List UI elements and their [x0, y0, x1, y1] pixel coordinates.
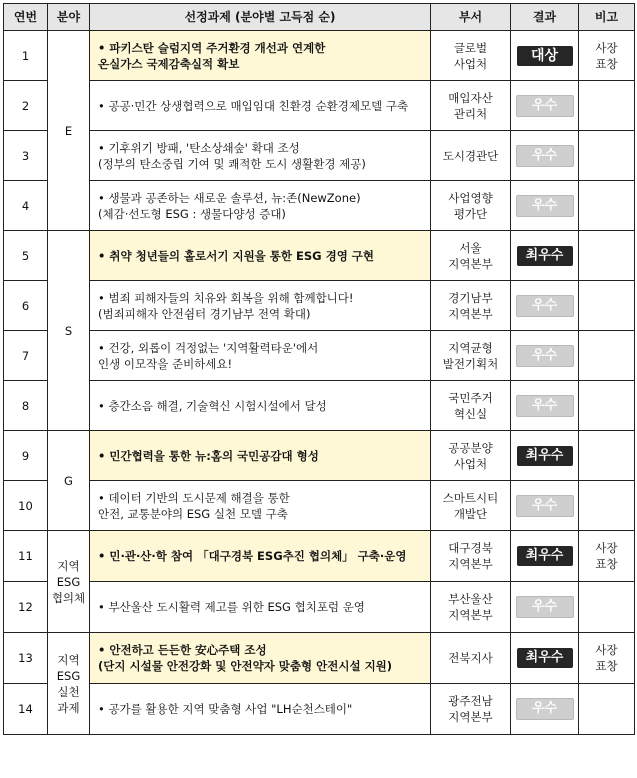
table-row	[4, 684, 635, 735]
header-result: 결과	[511, 4, 579, 31]
result-cell	[511, 31, 579, 81]
task-cell: • 부산울산 도시활력 제고를 위한 ESG 협치포럼 운영	[90, 582, 431, 633]
result-badge: 우수	[516, 596, 574, 618]
note-cell	[579, 231, 635, 281]
task-cell: • 민·관·산·학 참여 「대구경북 ESG추진 협의체」 구축·운영	[90, 531, 431, 582]
header-task: 선정과제 (분야별 고득점 순)	[90, 4, 431, 31]
note-cell: 사장 표창	[579, 531, 635, 582]
result-cell	[511, 633, 579, 684]
row-number: 6	[4, 281, 48, 331]
row-number: 10	[4, 481, 48, 531]
result-cell	[511, 181, 579, 231]
result-cell	[511, 481, 579, 531]
row-number: 4	[4, 181, 48, 231]
task-cell: • 공가를 활용한 지역 맞춤형 사업 "LH순천스테이"	[90, 684, 431, 735]
note-cell	[579, 381, 635, 431]
task-cell: • 기후위기 방패, '탄소상쇄숲' 확대 조성 (정부의 탄소중립 기여 및 쾌적한 도시 생활환경 제공)	[90, 131, 431, 181]
header-dept: 부서	[431, 4, 511, 31]
table-row	[4, 231, 635, 281]
table-row	[4, 381, 635, 431]
row-number: 14	[4, 684, 48, 735]
result-badge: 최우수	[517, 246, 573, 266]
header-note: 비고	[579, 4, 635, 31]
row-number: 13	[4, 633, 48, 684]
task-cell: • 생물과 공존하는 새로운 솔루션, 뉴:존(NewZone) (체감·선도형 ESG : 생물다양성 증대)	[90, 181, 431, 231]
dept-cell: 공공분양 사업처	[431, 431, 511, 481]
note-cell	[579, 431, 635, 481]
table-row	[4, 431, 635, 481]
task-cell: • 범죄 피해자들의 치유와 회복을 위해 함께합니다! (범죄피해자 안전쉼터 경기남부 전역 확대)	[90, 281, 431, 331]
task-cell: • 민간협력을 통한 뉴:홈의 국민공감대 형성	[90, 431, 431, 481]
table-row	[4, 531, 635, 582]
table-row	[4, 31, 635, 81]
dept-cell: 글로벌 사업처	[431, 31, 511, 81]
dept-cell: 전북지사	[431, 633, 511, 684]
table-row	[4, 331, 635, 381]
result-cell	[511, 131, 579, 181]
category-cell-practice: 지역 ESG 실천 과제	[48, 633, 90, 735]
result-cell	[511, 684, 579, 735]
table-row	[4, 281, 635, 331]
result-badge: 우수	[516, 395, 574, 417]
dept-cell: 도시경관단	[431, 131, 511, 181]
task-cell: • 데이터 기반의 도시문제 해결을 통한 안전, 교통분야의 ESG 실천 모델 구축	[90, 481, 431, 531]
row-number: 1	[4, 31, 48, 81]
result-badge: 우수	[516, 195, 574, 217]
result-badge: 최우수	[517, 546, 573, 566]
table-row	[4, 633, 635, 684]
note-cell	[579, 481, 635, 531]
task-cell: • 공공·민간 상생협력으로 매입임대 친환경 순환경제모델 구축	[90, 81, 431, 131]
note-cell: 사장 표창	[579, 31, 635, 81]
note-cell	[579, 684, 635, 735]
result-badge: 우수	[516, 698, 574, 720]
category-cell-s: S	[48, 231, 90, 431]
note-cell	[579, 181, 635, 231]
result-badge: 우수	[516, 495, 574, 517]
result-badge: 우수	[516, 345, 574, 367]
result-badge: 최우수	[517, 446, 573, 466]
table-row	[4, 481, 635, 531]
dept-cell: 국민주거 혁신실	[431, 381, 511, 431]
table-row	[4, 582, 635, 633]
row-number: 11	[4, 531, 48, 582]
dept-cell: 스마트시티 개발단	[431, 481, 511, 531]
task-cell: • 층간소음 해결, 기술혁신 시험시설에서 달성	[90, 381, 431, 431]
result-badge: 우수	[516, 95, 574, 117]
row-number: 5	[4, 231, 48, 281]
row-number: 7	[4, 331, 48, 381]
task-cell: • 건강, 외롭이 걱정없는 '지역활력타운'에서 인생 이모작을 준비하세요!	[90, 331, 431, 381]
row-number: 9	[4, 431, 48, 481]
result-cell	[511, 231, 579, 281]
dept-cell: 매입자산 관리처	[431, 81, 511, 131]
note-cell	[579, 281, 635, 331]
result-cell	[511, 381, 579, 431]
result-badge: 우수	[516, 145, 574, 167]
result-cell	[511, 582, 579, 633]
task-cell: • 안전하고 든든한 安心주택 조성 (단지 시설물 안전강화 및 안전약자 맞춤형 안전시설 지원)	[90, 633, 431, 684]
row-number: 2	[4, 81, 48, 131]
category-cell-council: 지역 ESG 협의체	[48, 531, 90, 633]
table-row	[4, 131, 635, 181]
row-number: 3	[4, 131, 48, 181]
table-header-row	[4, 4, 635, 31]
dept-cell: 서울 지역본부	[431, 231, 511, 281]
result-cell	[511, 531, 579, 582]
header-no: 연번	[4, 4, 48, 31]
result-badge: 최우수	[517, 648, 573, 668]
note-cell	[579, 331, 635, 381]
note-cell	[579, 131, 635, 181]
dept-cell: 지역균형 발전기획처	[431, 331, 511, 381]
dept-cell: 대구경북 지역본부	[431, 531, 511, 582]
note-cell	[579, 582, 635, 633]
note-cell: 사장 표창	[579, 633, 635, 684]
row-number: 8	[4, 381, 48, 431]
result-badge: 우수	[516, 295, 574, 317]
dept-cell: 광주전남 지역본부	[431, 684, 511, 735]
task-cell: • 취약 청년들의 홀로서기 지원을 통한 ESG 경영 구현	[90, 231, 431, 281]
result-badge: 대상	[517, 46, 573, 66]
table-row	[4, 81, 635, 131]
header-category: 분야	[48, 4, 90, 31]
esg-selection-table	[3, 3, 635, 735]
result-cell	[511, 81, 579, 131]
table-row	[4, 181, 635, 231]
result-cell	[511, 331, 579, 381]
dept-cell: 부산울산 지역본부	[431, 582, 511, 633]
category-cell-g: G	[48, 431, 90, 531]
task-cell: • 파키스탄 슬럼지역 주거환경 개선과 연계한 온실가스 국제감축실적 확보	[90, 31, 431, 81]
dept-cell: 사업영향 평가단	[431, 181, 511, 231]
dept-cell: 경기남부 지역본부	[431, 281, 511, 331]
result-cell	[511, 281, 579, 331]
note-cell	[579, 81, 635, 131]
result-cell	[511, 431, 579, 481]
row-number: 12	[4, 582, 48, 633]
category-cell-e: E	[48, 31, 90, 231]
